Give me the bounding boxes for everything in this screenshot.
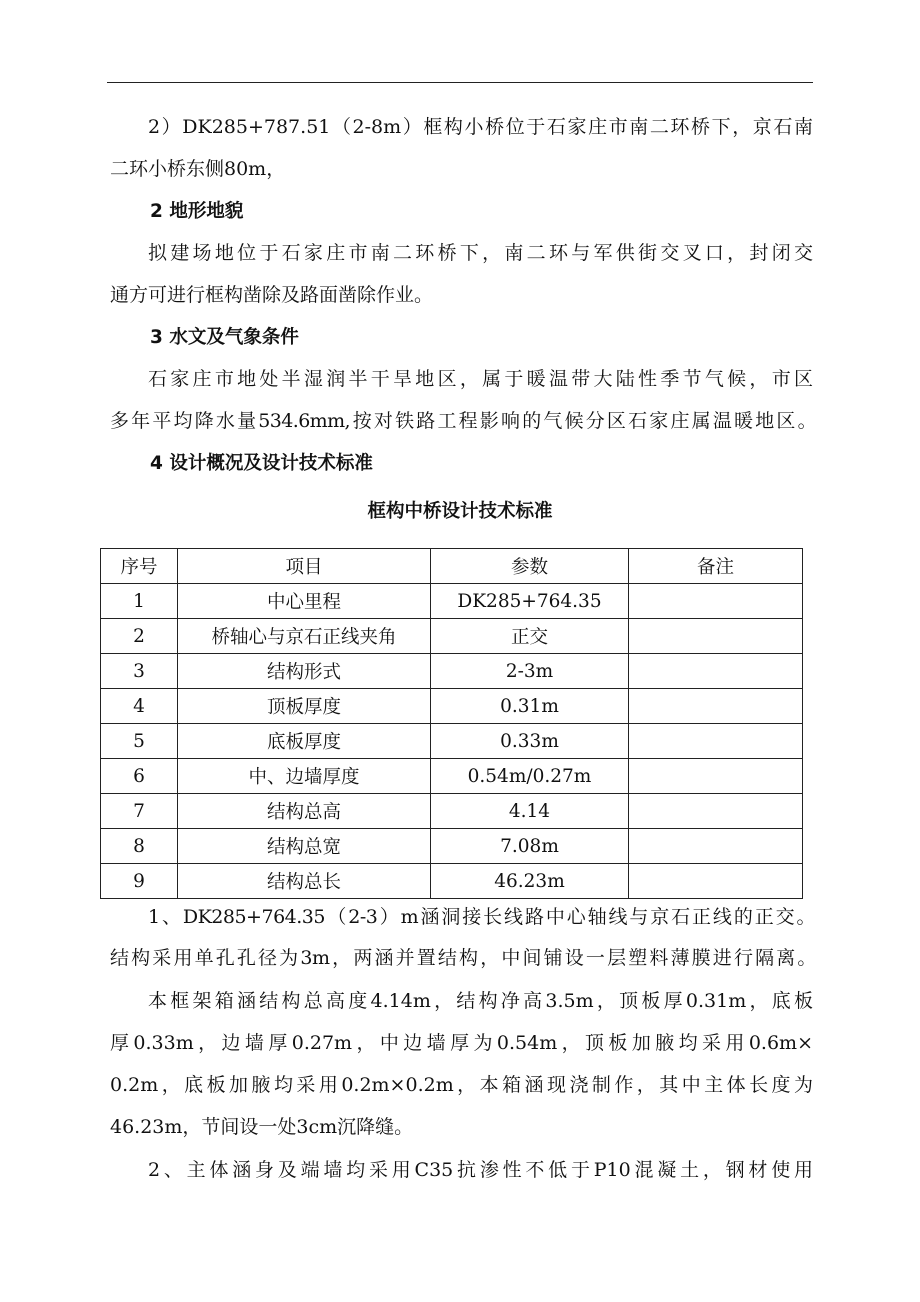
table-row	[101, 864, 803, 899]
table-header-row	[101, 549, 803, 584]
table-row	[101, 584, 803, 619]
cell-item: 桥轴心与京石正线夹角	[178, 619, 431, 654]
section-heading: 2 地形地貌	[150, 201, 244, 222]
cell-index: 8	[101, 829, 178, 864]
paragraph-line: 通方可进行框构凿除及路面凿除作业。	[110, 284, 434, 306]
cell-param: 46.23m	[431, 864, 629, 899]
cell-index: 2	[101, 619, 178, 654]
cell-index: 1	[101, 584, 178, 619]
paragraph-line: 0.2m，底板加腋均采用0.2m×0.2m，本箱涵现浇制作，其中主体长度为	[110, 1074, 813, 1096]
header-rule	[107, 82, 813, 83]
table-row	[101, 759, 803, 794]
paragraph-line: 2、主体涵身及端墙均采用C35抗渗性不低于P10混凝土，钢材使用	[148, 1159, 813, 1181]
paragraph-line: 二环小桥东侧80m，	[110, 158, 286, 180]
header-cell-item: 项目	[178, 549, 431, 584]
cell-param: 正交	[431, 619, 629, 654]
cell-index: 5	[101, 724, 178, 759]
cell-param: 0.54m/0.27m	[431, 759, 629, 794]
paragraph-line: 石家庄市地处半湿润半干旱地区，属于暖温带大陆性季节气候，市区	[148, 368, 813, 390]
cell-param: 7.08m	[431, 829, 629, 864]
table-row	[101, 689, 803, 724]
cell-index: 7	[101, 794, 178, 829]
cell-remark	[629, 619, 803, 654]
cell-item: 结构总长	[178, 864, 431, 899]
cell-remark	[629, 584, 803, 619]
cell-index: 4	[101, 689, 178, 724]
spec-table	[100, 548, 803, 899]
cell-param: 0.31m	[431, 689, 629, 724]
header-cell-index: 序号	[101, 549, 178, 584]
table-caption: 框构中桥设计技术标准	[367, 501, 553, 522]
table-row	[101, 619, 803, 654]
cell-param: DK285+764.35	[431, 584, 629, 619]
cell-item: 结构总宽	[178, 829, 431, 864]
cell-param: 4.14	[431, 794, 629, 829]
cell-item: 底板厚度	[178, 724, 431, 759]
header-cell-param: 参数	[431, 549, 629, 584]
section-heading: 3 水文及气象条件	[150, 327, 299, 348]
paragraph-line: 厚0.33m，边墙厚0.27m，中边墙厚为0.54m，顶板加腋均采用0.6m×	[110, 1032, 813, 1054]
cell-item: 结构形式	[178, 654, 431, 689]
cell-remark	[629, 829, 803, 864]
cell-remark	[629, 794, 803, 829]
cell-item: 中心里程	[178, 584, 431, 619]
cell-remark	[629, 724, 803, 759]
cell-item: 顶板厚度	[178, 689, 431, 724]
table-row	[101, 794, 803, 829]
paragraph-line: 46.23m，节间设一处3cm沉降缝。	[110, 1116, 414, 1138]
section-heading: 4 设计概况及设计技术标准	[150, 453, 373, 474]
table-row	[101, 654, 803, 689]
cell-remark	[629, 864, 803, 899]
cell-index: 9	[101, 864, 178, 899]
paragraph-line: 1、DK285+764.35（2-3）m涵洞接长线路中心轴线与京石正线的正交。	[148, 906, 815, 928]
paragraph-line: 拟建场地位于石家庄市南二环桥下，南二环与军供街交叉口，封闭交	[148, 242, 813, 264]
cell-param: 0.33m	[431, 724, 629, 759]
cell-remark	[629, 654, 803, 689]
paragraph-line: 多年平均降水量534.6mm,按对铁路工程影响的气候分区石家庄属温暖地区。	[110, 410, 816, 432]
paragraph-line: 结构采用单孔孔径为3m，两涵并置结构，中间铺设一层塑料薄膜进行隔离。	[110, 947, 816, 969]
cell-item: 结构总高	[178, 794, 431, 829]
paragraph-line: 2）DK285+787.51（2-8m）框构小桥位于石家庄市南二环桥下，京石南	[148, 116, 813, 138]
cell-param: 2-3m	[431, 654, 629, 689]
table-row	[101, 829, 803, 864]
cell-index: 3	[101, 654, 178, 689]
cell-index: 6	[101, 759, 178, 794]
table-row	[101, 724, 803, 759]
cell-remark	[629, 759, 803, 794]
paragraph-line: 本框架箱涵结构总高度4.14m，结构净高3.5m，顶板厚0.31m，底板	[148, 990, 813, 1012]
header-cell-remark: 备注	[629, 549, 803, 584]
cell-remark	[629, 689, 803, 724]
cell-item: 中、边墙厚度	[178, 759, 431, 794]
